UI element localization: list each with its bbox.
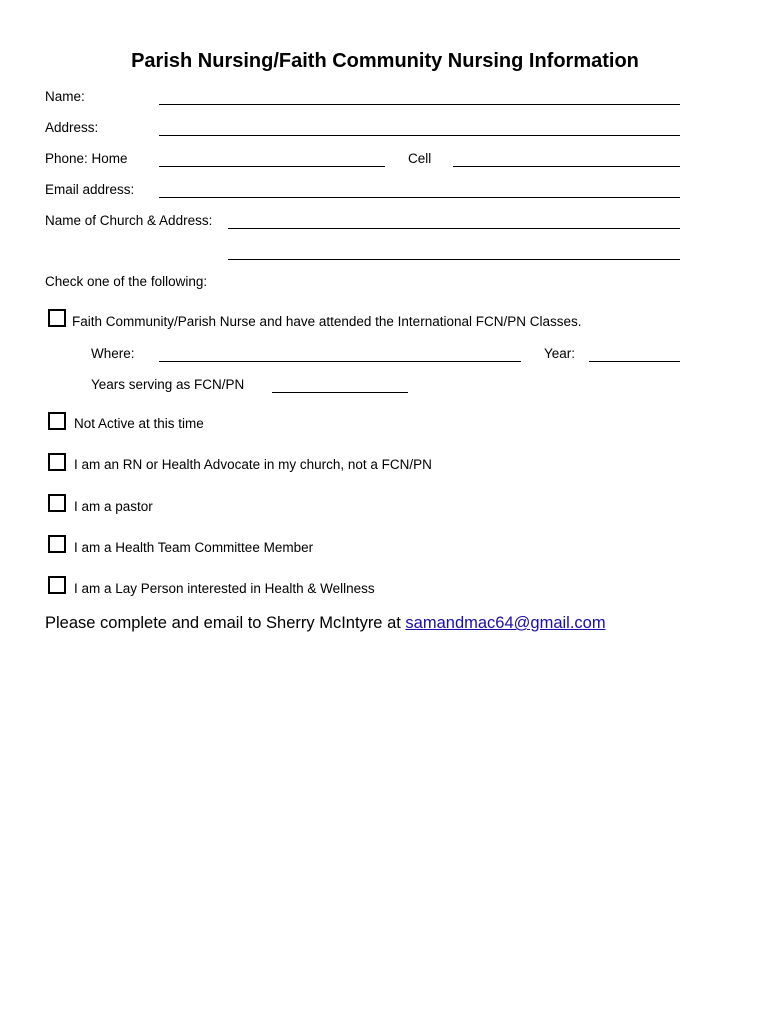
rn-checkbox[interactable] [48, 453, 66, 471]
church-field-line-2[interactable] [228, 259, 680, 260]
committee-checkbox[interactable] [48, 535, 66, 553]
committee-label: I am a Health Team Committee Member [74, 540, 314, 555]
not-active-checkbox[interactable] [48, 412, 66, 430]
year-label: Year: [544, 346, 576, 361]
check-prompt: Check one of the following: [45, 274, 208, 289]
cell-label: Cell [408, 151, 432, 166]
fcn-checkbox[interactable] [48, 309, 66, 327]
church-label: Name of Church & Address: [45, 213, 213, 228]
address-label: Address: [45, 120, 99, 135]
pastor-checkbox[interactable] [48, 494, 66, 512]
footer-text: Please complete and email to Sherry McIntyre at [45, 614, 406, 632]
lay-checkbox[interactable] [48, 576, 66, 594]
phone-home-label: Phone: Home [45, 151, 128, 166]
church-field[interactable] [228, 228, 680, 229]
where-label: Where: [91, 346, 135, 361]
where-field[interactable] [159, 361, 521, 362]
pastor-label: I am a pastor [74, 499, 153, 514]
name-label: Name: [45, 89, 85, 104]
address-field[interactable] [159, 135, 680, 136]
rn-label: I am an RN or Health Advocate in my church, not a FCN/PN [74, 457, 432, 472]
email-field[interactable] [159, 197, 680, 198]
years-serving-label: Years serving as FCN/PN [91, 377, 245, 392]
email-link[interactable]: samandmac64@gmail.com [405, 614, 606, 632]
footer-instruction [45, 614, 606, 633]
year-field[interactable] [589, 361, 680, 362]
lay-label: I am a Lay Person interested in Health & Wellness [74, 581, 375, 596]
cell-field[interactable] [453, 166, 680, 167]
years-serving-field[interactable] [272, 392, 408, 393]
email-label: Email address: [45, 182, 135, 197]
not-active-label: Not Active at this time [74, 416, 204, 431]
name-field[interactable] [159, 104, 680, 105]
phone-home-field[interactable] [159, 166, 385, 167]
page-title: Parish Nursing/Faith Community Nursing Information [131, 50, 639, 72]
fcn-option-label: Faith Community/Parish Nurse and have attended the International FCN/PN Classes. [72, 314, 582, 329]
